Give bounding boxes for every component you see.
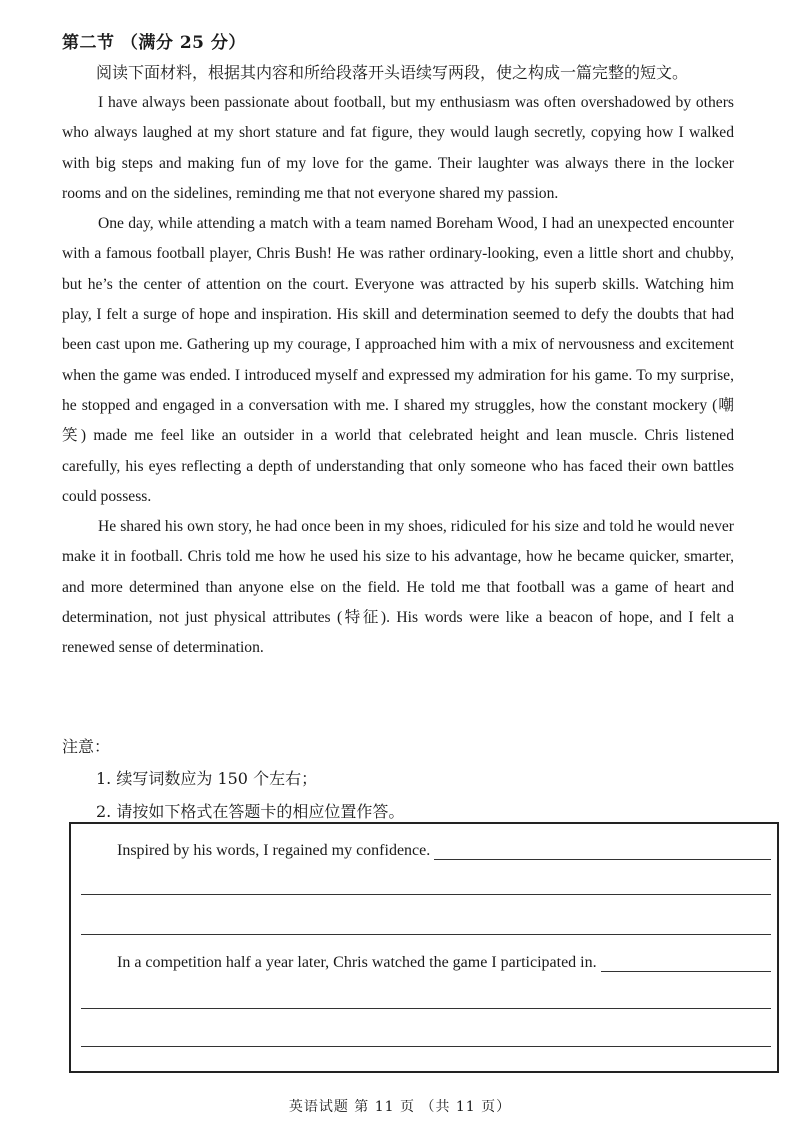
- answer-prompt-1: Inspired by his words, I regained my confidence.: [117, 842, 431, 859]
- reading-passage: [62, 88, 734, 664]
- answer-line[interactable]: [81, 894, 771, 895]
- note-item-2: 2. 请按如下格式在答题卡的相应位置作答。: [96, 802, 405, 821]
- answer-line[interactable]: [81, 1008, 771, 1009]
- answer-fill-line[interactable]: [601, 957, 771, 972]
- page-footer: 英语试题 第 11 页 （共 11 页）: [288, 1099, 512, 1115]
- passage-paragraph-1: I have always been passionate about football, but my enthusiasm was often overshadowed by others who always laughed at my short stature and fat figure, they would laugh secretly, copying how I walked with big steps and making fun of my love for the game. Their laughter was always there in the locker rooms and on the sidelines, reminding me that not everyone shared my passion.: [62, 94, 734, 202]
- answer-line[interactable]: [81, 1046, 771, 1047]
- passage-paragraph-2: One day, while attending a match with a team named Boreham Wood, I had an unexpected encounter with a famous football player, Chris Bush! He was rather ordinary-looking, even a little short and chubby, but he’s the center of attention on the court. Everyone was attracted by his superb skills. Watching him play, I felt a surge of hope and inspiration. His skill and determination seemed to defy the doubts that had been cast upon me. Gathering up my courage, I approached him with a mix of nervousness and excitement when the game was ended. I introduced myself and expressed my admiration for his game. To my surprise, he stopped and engaged in a conversation with me. I shared my struggles, how the constant mockery (嘲笑) made me feel like an outsider in a world that celebrated height and lean muscle. Chris listened carefully, his eyes reflecting a depth of understanding that only someone who has faced their own battles could possess.: [62, 215, 734, 505]
- answer-prompt-1-row: [117, 842, 771, 860]
- answer-prompt-2: In a competition half a year later, Chris watched the game I participated in.: [117, 954, 597, 971]
- note-item-1: 1. 续写词数应为 150 个左右；: [96, 769, 318, 788]
- answer-line[interactable]: [81, 934, 771, 935]
- answer-fill-line[interactable]: [434, 845, 771, 860]
- answer-box: [69, 822, 779, 1073]
- instruction-text: 阅读下面材料，根据其内容和所给段落开头语续写两段，使之构成一篇完整的短文。: [96, 63, 689, 82]
- passage-paragraph-3: He shared his own story, he had once been in my shoes, ridiculed for his size and told he would never make it in football. Chris told me how he used his size to his advantage, how he became quicker, smarter, and more determined than anyone else on the field. He told me that football was a game of heart and determination, not just physical attributes (特征). His words were like a beacon of hope, and I felt a renewed sense of determination.: [62, 518, 734, 657]
- notes-list: [96, 762, 404, 828]
- notes-heading: 注意：: [62, 737, 111, 756]
- section-title: 第二节 （满分 25 分）: [62, 33, 246, 53]
- answer-prompt-2-row: [117, 954, 771, 972]
